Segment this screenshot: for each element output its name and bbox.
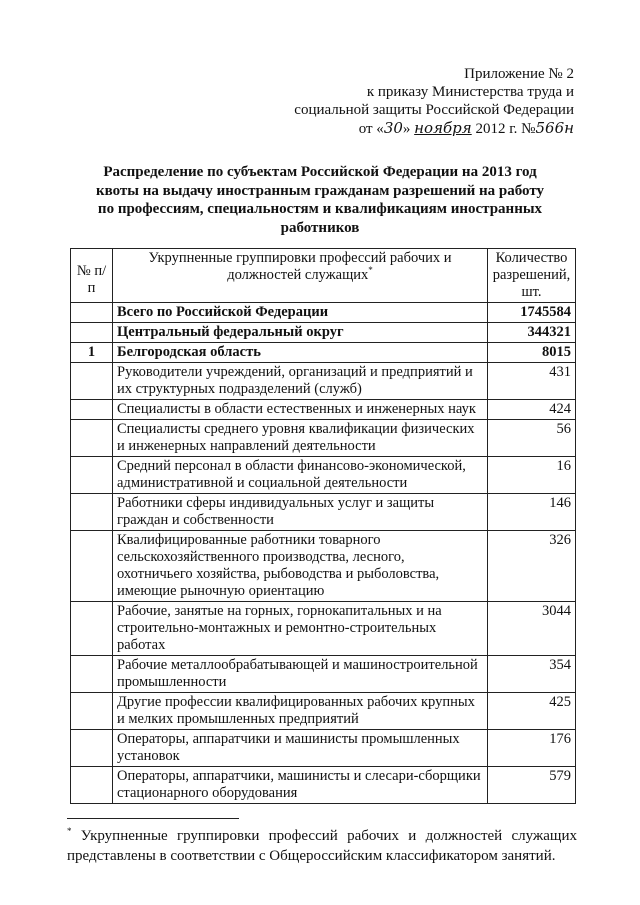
table-row xyxy=(71,602,576,656)
row-number xyxy=(71,400,113,420)
row-quantity: 56 xyxy=(488,420,576,457)
row-quantity: 326 xyxy=(488,531,576,602)
row-quantity: 579 xyxy=(488,767,576,804)
quota-table xyxy=(70,248,576,804)
row-quantity: 424 xyxy=(488,400,576,420)
appendix-number: Приложение № 2 xyxy=(464,66,574,82)
row-profession-group: Работники сферы индивидуальных услуг и защиты граждан и собственности xyxy=(113,494,488,531)
table-row xyxy=(71,363,576,400)
order-date-line xyxy=(274,119,574,138)
handwritten-month: ноября xyxy=(414,119,472,137)
appendix-header xyxy=(274,65,574,138)
row-quantity: 425 xyxy=(488,693,576,730)
ministry-name: социальной защиты Российской Федерации xyxy=(294,102,574,118)
row-number xyxy=(71,363,113,400)
row-profession-group: Операторы, аппаратчики, машинисты и слесари-сборщики стационарного оборудования xyxy=(113,767,488,804)
row-profession-group: Другие профессии квалифицированных рабочих крупных и мелких промышленных предприятий xyxy=(113,693,488,730)
row-number xyxy=(71,767,113,804)
row-profession-group: Центральный федеральный округ xyxy=(113,323,488,343)
table-row xyxy=(71,767,576,804)
order-reference: к приказу Министерства труда и xyxy=(366,84,574,100)
footnote-text: Укрупненные группировки профессий рабочих и должностей служащих представлены в соответствии с Общероссийским классификатором занятий. xyxy=(67,828,578,864)
row-number xyxy=(71,494,113,531)
document-title: Распределение по субъектам Российской Федерации на 2013 год квоты на выдачу иностранным гражданам разрешений на работу по профессиям, специальностям и квалификациям иностранных работников xyxy=(95,164,545,236)
date-prefix: от « xyxy=(358,121,384,137)
row-profession-group: Руководители учреждений, организаций и предприятий и их структурных подразделений (служб) xyxy=(113,363,488,400)
row-profession-group: Средний персонал в области финансово-экономической, административной и социальной деятельности xyxy=(113,457,488,494)
row-number xyxy=(71,420,113,457)
header-quantity: Количество разрешений, шт. xyxy=(488,249,576,303)
footnote-divider xyxy=(67,818,239,819)
row-quantity: 354 xyxy=(488,656,576,693)
header-num: № п/п xyxy=(71,249,113,303)
row-quantity: 8015 xyxy=(488,343,576,363)
row-number xyxy=(71,303,113,323)
row-number xyxy=(71,323,113,343)
table-row xyxy=(71,656,576,693)
table-row xyxy=(71,693,576,730)
row-profession-group: Рабочие, занятые на горных, горнокапитальных и на строительно-монтажных и ремонтно-строительных работах xyxy=(113,602,488,656)
row-profession-group: Всего по Российской Федерации xyxy=(113,303,488,323)
table-row xyxy=(71,303,576,323)
table-row xyxy=(71,531,576,602)
table-body xyxy=(71,303,576,804)
footnote xyxy=(67,826,577,866)
date-year: 2012 г. № xyxy=(475,121,536,137)
row-quantity: 16 xyxy=(488,457,576,494)
row-profession-group: Белгородская область xyxy=(113,343,488,363)
row-profession-group: Квалифицированные работники товарного сельскохозяйственного производства, лесного, охотничьего хозяйства, рыбоводства и рыболовства, имеющие рыночную ориентацию xyxy=(113,531,488,602)
table-row xyxy=(71,420,576,457)
table-row xyxy=(71,323,576,343)
date-mid: » xyxy=(402,121,411,137)
table-row xyxy=(71,400,576,420)
row-number xyxy=(71,602,113,656)
row-quantity: 146 xyxy=(488,494,576,531)
table-row xyxy=(71,343,576,363)
row-profession-group: Операторы, аппаратчики и машинисты промышленных установок xyxy=(113,730,488,767)
row-number xyxy=(71,656,113,693)
table-row xyxy=(71,730,576,767)
row-number xyxy=(71,531,113,602)
row-number xyxy=(71,457,113,494)
table-header-row xyxy=(71,249,576,303)
row-number xyxy=(71,730,113,767)
row-quantity: 176 xyxy=(488,730,576,767)
handwritten-doc-number: 566н xyxy=(535,119,574,137)
row-quantity: 344321 xyxy=(488,323,576,343)
row-quantity: 1745584 xyxy=(488,303,576,323)
table-row xyxy=(71,494,576,531)
header-footnote-mark: * xyxy=(368,265,373,276)
row-profession-group: Специалисты среднего уровня квалификации физических и инженерных направлений деятельности xyxy=(113,420,488,457)
handwritten-day: 30 xyxy=(383,119,403,137)
footnote-mark: * xyxy=(67,826,72,836)
row-profession-group: Специалисты в области естественных и инженерных наук xyxy=(113,400,488,420)
row-quantity: 3044 xyxy=(488,602,576,656)
row-quantity: 431 xyxy=(488,363,576,400)
row-profession-group: Рабочие металлообрабатывающей и машиностроительной промышленности xyxy=(113,656,488,693)
header-group xyxy=(113,249,488,303)
header-group-text: Укрупненные группировки профессий рабочих и должностей служащих xyxy=(148,250,452,283)
row-number: 1 xyxy=(71,343,113,363)
table-row xyxy=(71,457,576,494)
row-number xyxy=(71,693,113,730)
